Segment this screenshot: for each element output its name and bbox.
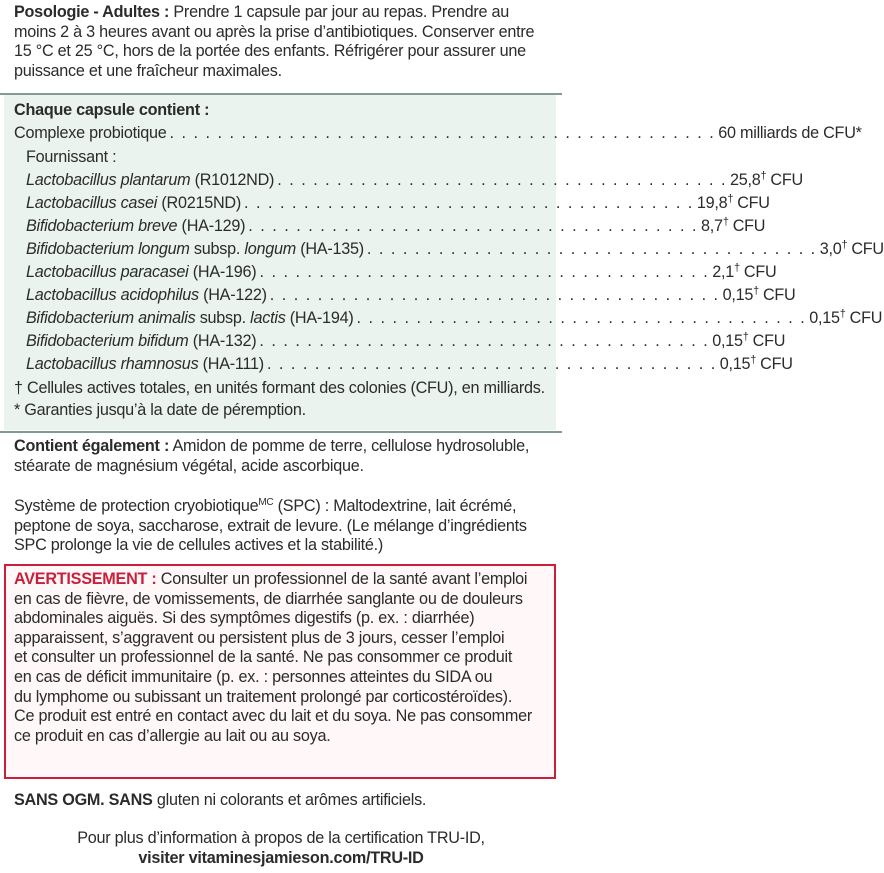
strain-unit: CFU	[762, 286, 796, 304]
spc-text: (SPC) : Maltodextrine, lait écrémé,	[273, 497, 517, 515]
warning-line: apparaissent, s’aggravent ou persistent plus de 3 jours, cesser l’emploi	[14, 628, 505, 647]
website-link[interactable]: vitaminesjamieson.com/TRU-ID	[188, 848, 424, 867]
warning-line: abdominales aiguës. Si des symptômes digestifs (p. ex. : diarrhée)	[14, 609, 475, 628]
dosage-text-line: puissance et une fraîcheur maximales.	[14, 61, 282, 80]
strain-species: Lactobacillus paracasei	[26, 263, 189, 281]
leader-dots: . . . . . . . . . . . . . . . . . . . . . . . . . . . . . . . . . . . . . .	[269, 286, 720, 304]
warning-line: en cas de déficit immunitaire (p. ex. : personnes atteintes du SIDA ou	[14, 667, 493, 686]
strain-unit: CFU	[760, 355, 793, 373]
leader-dots: . . . . . . . . . . . . . . . . . . . . . . . . . . . . . . . . . . . . . .	[259, 263, 710, 281]
star-footnote: * Garanties jusqu’à la date de péremption.	[14, 401, 306, 419]
leader-dots: . . . . . . . . . . . . . . . . . . . . . . . . . . . . . . . . . . . . . . . . . . . . . .	[169, 124, 716, 142]
strain-row	[26, 193, 770, 214]
gmo-text: gluten ni colorants et arômes artificiels.	[152, 791, 427, 809]
warning-line: en cas de fièvre, de vomissements, de diarrhée sanglante ou de douleurs	[14, 589, 523, 608]
also-contains-section	[14, 437, 554, 476]
strain-code: (HA-129)	[177, 217, 246, 235]
leader-dots: . . . . . . . . . . . . . . . . . . . . . . . . . . . . . . . . . . . . . .	[244, 194, 694, 212]
strain-unit: CFU	[770, 171, 803, 189]
dagger-mark: †	[734, 262, 740, 274]
strain-species: Lactobacillus rhamnosus	[26, 355, 199, 373]
strain-species: Lactobacillus casei	[26, 194, 158, 212]
dagger-mark: †	[839, 308, 846, 320]
dagger-mark: †	[760, 170, 767, 182]
dosage-text-line: Prendre 1 capsule par jour au repas. Prendre au	[169, 3, 509, 21]
dosage-text-line: 15 °C et 25 °C, hors de la portée des enfants. Réfrigérer pour assurer une	[14, 42, 526, 61]
strain-code: (HA-196)	[188, 263, 257, 281]
strain-code: (R1012ND)	[190, 171, 275, 189]
strain-unit: CFU	[737, 194, 770, 212]
warning-line: ce produit en cas d’allergie au lait ou au soya.	[14, 726, 331, 745]
strain-value: 0,15	[809, 309, 840, 327]
strain-value: 3,0	[819, 240, 842, 258]
dagger-mark: †	[722, 216, 729, 228]
strain-code: (HA-194)	[285, 309, 354, 327]
leader-dots: . . . . . . . . . . . . . . . . . . . . . . . . . . . . . . . . . . . . . .	[277, 171, 728, 189]
strain-species: Lactobacillus acidophilus	[26, 286, 199, 304]
spc-text: peptone de soya, saccharose, extrait de levure. (Le mélange d’ingrédients	[14, 516, 527, 535]
dosage-text-line: moins 2 à 3 heures avant ou après la prise d’antibiotiques. Conserver entre	[14, 22, 535, 41]
leader-dots: . . . . . . . . . . . . . . . . . . . . . . . . . . . . . . . . . . . . . .	[266, 355, 717, 373]
strain-value: 2,1	[712, 263, 735, 281]
dagger-mark: †	[750, 354, 757, 366]
strain-row	[26, 216, 766, 237]
probiotic-complex-row	[14, 124, 862, 144]
complex-value: 60 milliards de CFU*	[718, 124, 862, 142]
strain-unit: CFU	[752, 332, 786, 350]
strain-row	[26, 354, 793, 375]
warning-box	[4, 564, 556, 779]
strain-value: 0,15	[722, 286, 754, 304]
providing-label: Fournissant :	[26, 148, 117, 166]
providing-label-row	[26, 148, 116, 168]
dagger-footnote: † Cellules actives totales, en unités formant des colonies (CFU), en milliards.	[14, 379, 545, 397]
trademark-mark: MC	[258, 497, 274, 508]
warning-line: du lymphome ou subissant un traitement prolongé par corticostéroïdes).	[14, 687, 513, 706]
strain-code: (R0215ND)	[157, 194, 241, 212]
strain-species: Bifidobacterium longum	[26, 240, 190, 258]
strain-subsp: subsp.	[195, 309, 251, 327]
strain-row	[26, 308, 883, 329]
leader-dots: . . . . . . . . . . . . . . . . . . . . . . . . . . . . . . . . . . . . . .	[248, 217, 699, 235]
gmo-statement	[14, 791, 426, 811]
spc-text: SPC prolonge la vie de cellules actives et la stabilité.)	[14, 536, 384, 555]
strain-row	[26, 170, 803, 191]
dagger-mark: †	[753, 285, 759, 297]
strain-value: 19,8	[696, 194, 728, 212]
strain-subsp: subsp.	[189, 240, 245, 258]
visit-prefix: visiter	[138, 848, 189, 867]
strain-unit: CFU	[743, 263, 777, 281]
leader-dots: . . . . . . . . . . . . . . . . . . . . . . . . . . . . . . . . . . . . . .	[356, 309, 807, 327]
certification-info	[0, 829, 562, 868]
capsule-contents-title: Chaque capsule contient :	[14, 101, 210, 119]
also-contains-label: Contient également :	[14, 437, 170, 455]
strain-value: 25,8	[730, 171, 761, 189]
strain-value: 8,7	[701, 217, 723, 235]
warning-text	[14, 570, 550, 746]
leader-dots: . . . . . . . . . . . . . . . . . . . . . . . . . . . . . . . . . . . . . .	[366, 240, 817, 258]
divider	[0, 431, 562, 433]
leader-dots: . . . . . . . . . . . . . . . . . . . . . . . . . . . . . . . . . . . . . .	[259, 332, 710, 350]
capsule-contents-panel	[4, 95, 884, 430]
strain-row	[26, 239, 884, 260]
warning-line: Ce produit est entré en contact avec du lait et du soya. Ne pas consommer	[14, 707, 533, 726]
strain-unit: CFU	[851, 240, 884, 258]
strain-code: (HA-135)	[295, 240, 364, 258]
dosage-label: Posologie - Adultes :	[14, 3, 170, 21]
warning-line: Consulter un professionnel de la santé avant l’emploi	[156, 570, 528, 588]
strain-value: 0,15	[712, 332, 743, 350]
strain-subname: lactis	[250, 309, 286, 327]
warning-line: et consulter un professionnel de la santé. Ne pas consommer ce produit	[14, 648, 513, 667]
also-contains-text: stéarate de magnésium végétal, acide ascorbique.	[14, 456, 364, 475]
strain-code: (HA-122)	[198, 286, 267, 304]
strain-code: (HA-132)	[188, 332, 257, 350]
strain-species: Bifidobacterium animalis	[26, 309, 196, 327]
dagger-mark: †	[727, 193, 734, 205]
complex-name: Complexe probiotique	[14, 124, 167, 142]
spc-prefix: Système de protection cryobiotique	[14, 497, 259, 515]
strain-unit: CFU	[732, 217, 766, 235]
strain-row	[26, 285, 796, 306]
strain-subname: longum	[244, 240, 296, 258]
strain-row	[26, 331, 786, 352]
dagger-mark: †	[742, 331, 749, 343]
also-contains-text: Amidon de pomme de terre, cellulose hydrosoluble,	[169, 437, 530, 455]
strain-species: Lactobacillus plantarum	[26, 171, 191, 189]
strain-row	[26, 262, 777, 283]
certification-text: Pour plus d’information à propos de la certification TRU-ID,	[77, 829, 485, 847]
dagger-mark: †	[841, 239, 848, 251]
strain-value: 0,15	[719, 355, 751, 373]
strain-unit: CFU	[849, 309, 883, 327]
dosage-section	[14, 3, 550, 81]
strain-species: Bifidobacterium breve	[26, 217, 178, 235]
strain-code: (HA-111)	[198, 355, 264, 373]
spc-section	[14, 497, 554, 556]
strain-species: Bifidobacterium bifidum	[26, 332, 189, 350]
warning-label: AVERTISSEMENT :	[14, 570, 157, 588]
gmo-bold: SANS OGM. SANS	[14, 791, 153, 809]
